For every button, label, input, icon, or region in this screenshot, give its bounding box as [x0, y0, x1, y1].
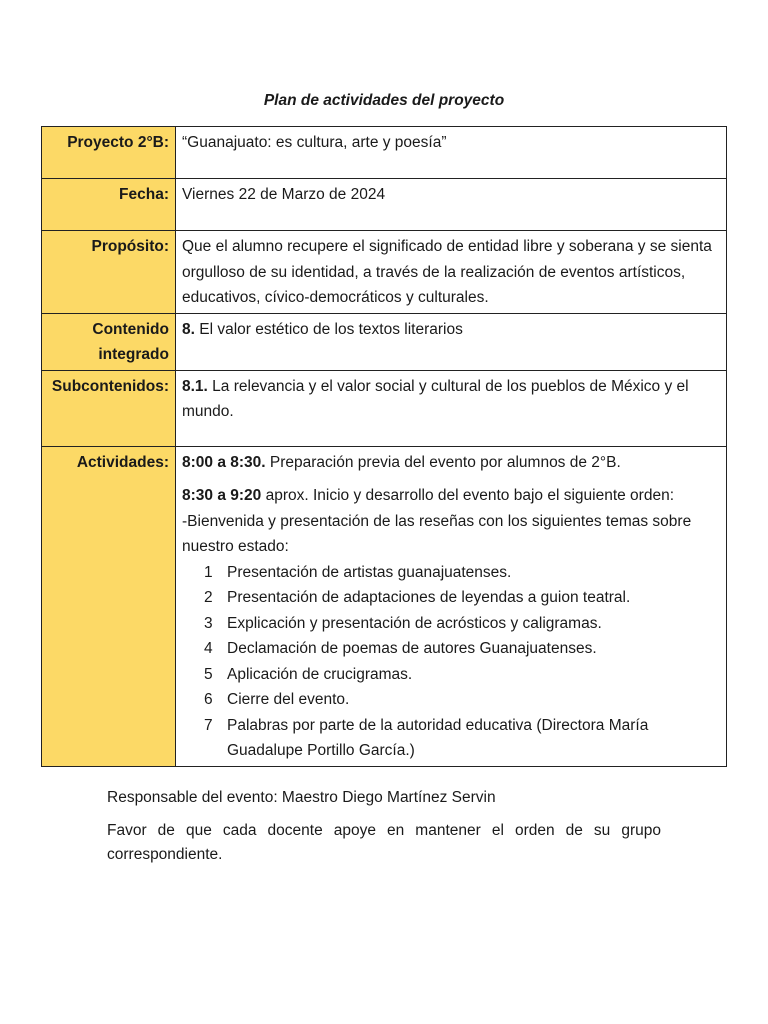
value-proposito: Que el alumno recupere el significado de entidad libre y soberana y se sienta orgulloso de su identidad, a través de la realización de eventos artísticos, educativos, cívico-democráticos y culturales.	[176, 231, 727, 314]
label-subcontenidos: Subcontenidos:	[42, 370, 176, 446]
activity-block-1	[182, 450, 720, 476]
list-item	[182, 662, 720, 688]
activity-block-2	[182, 483, 720, 509]
row-proposito	[42, 231, 727, 314]
row-proyecto	[42, 127, 727, 179]
activity-intro: -Bienvenida y presentación de las reseñas con los siguientes temas sobre nuestro estado:	[182, 512, 692, 555]
row-actividades	[42, 446, 727, 766]
list-item-number: 3	[204, 614, 213, 632]
activity-text-2: aprox. Inicio y desarrollo del evento bajo el siguiente orden:	[261, 487, 675, 504]
label-contenido-line2: integrado	[98, 346, 169, 363]
value-proyecto: “Guanajuato: es cultura, arte y poesía”	[176, 127, 727, 179]
activity-time-1: 8:00 a 8:30.	[182, 453, 266, 471]
activity-list	[182, 560, 720, 764]
teacher-request-note: Favor de que cada docente apoye en mantener el orden de su grupo correspondiente.	[107, 822, 661, 863]
list-item-text: Cierre del evento.	[227, 691, 350, 708]
label-proposito: Propósito:	[42, 231, 176, 314]
value-actividades	[176, 446, 727, 766]
list-item-text: Presentación de artistas guanajuatenses.	[227, 563, 512, 581]
label-proyecto: Proyecto 2°B:	[42, 127, 176, 179]
list-item-number: 4	[204, 640, 213, 657]
activity-plan-table	[41, 126, 727, 767]
document-title: Plan de actividades del proyecto	[263, 92, 505, 109]
list-item-text: Presentación de adaptaciones de leyendas a guion teatral.	[227, 589, 631, 606]
list-item-text: Aplicación de crucigramas.	[227, 665, 413, 683]
row-fecha	[42, 179, 727, 231]
list-item	[182, 687, 720, 713]
value-contenido	[176, 313, 727, 370]
event-responsible: Responsable del evento: Maestro Diego Martínez Servin	[107, 789, 496, 806]
list-item-number: 1	[204, 563, 213, 581]
contenido-number: 8.	[182, 320, 195, 338]
label-contenido	[42, 313, 176, 370]
list-item-number: 2	[204, 589, 213, 606]
list-item-number: 6	[204, 691, 213, 708]
value-fecha: Viernes 22 de Marzo de 2024	[176, 179, 727, 231]
label-actividades: Actividades:	[42, 446, 176, 766]
list-item	[182, 713, 720, 764]
row-subcontenidos	[42, 370, 727, 446]
list-item-text: Explicación y presentación de acrósticos y caligramas.	[227, 614, 602, 632]
list-item-number: 7	[204, 716, 213, 734]
list-item-text: Palabras por parte de la autoridad educativa (Directora María Guadalupe Portillo García.)	[227, 716, 649, 759]
activity-text-1: Preparación previa del evento por alumnos de 2°B.	[265, 453, 621, 471]
activity-time-2: 8:30 a 9:20	[182, 487, 262, 504]
list-item	[182, 585, 720, 611]
row-contenido	[42, 313, 727, 370]
subcontenido-number: 8.1.	[182, 377, 208, 395]
list-item-number: 5	[204, 665, 213, 683]
list-item-text: Declamación de poemas de autores Guanajuatenses.	[227, 640, 597, 657]
contenido-text: El valor estético de los textos literarios	[194, 320, 463, 338]
label-fecha: Fecha:	[42, 179, 176, 231]
list-item	[182, 611, 720, 637]
list-item	[182, 636, 720, 662]
value-subcontenidos	[176, 370, 727, 446]
subcontenido-text: La relevancia y el valor social y cultural de los pueblos de México y el mundo.	[182, 377, 689, 420]
label-contenido-line1: Contenido	[92, 320, 169, 338]
list-item	[182, 560, 720, 586]
